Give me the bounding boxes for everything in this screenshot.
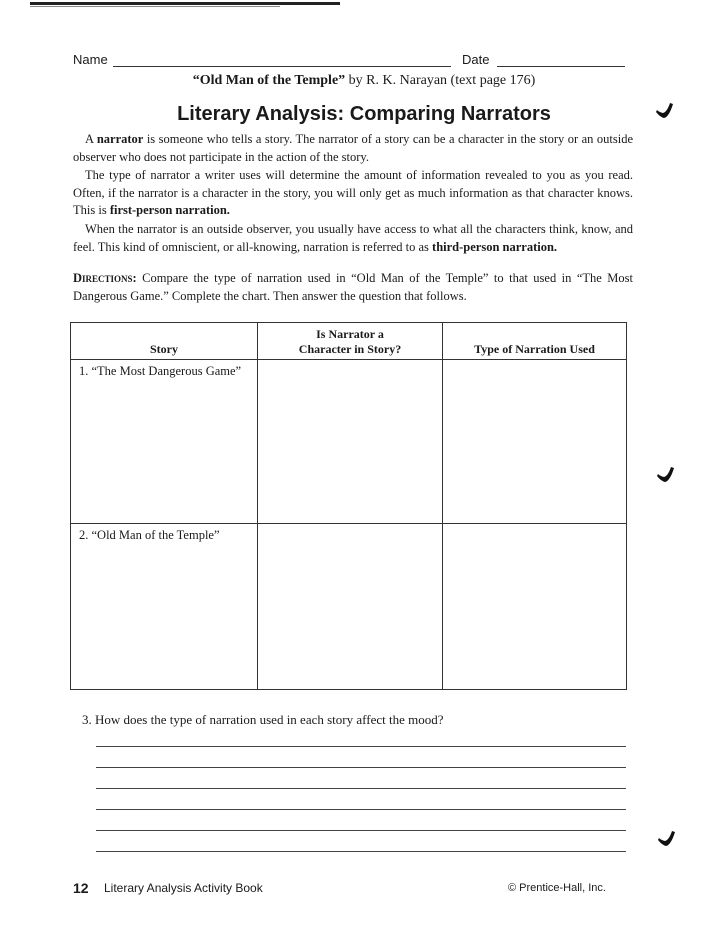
date-field[interactable]: [497, 66, 625, 67]
top-border-line: [30, 6, 280, 7]
story-subtitle: [0, 73, 728, 89]
table-row: [71, 360, 627, 524]
term-third-person: third-person narration.: [432, 239, 558, 254]
copyright: © Prentice-Hall, Inc.: [508, 882, 606, 894]
col-header-narration-type: Type of Narration Used: [443, 323, 627, 360]
check-mark-icon: [656, 828, 678, 848]
answer-line[interactable]: [96, 788, 626, 789]
directions-text: Directions: Compare the type of narration used in “Old Man of the Temple” to that used in “The Most Dangerous Game.” Complete the chart. Then answer the question that follows.: [73, 271, 633, 303]
answer-cell-type-2[interactable]: [443, 524, 627, 690]
answer-line[interactable]: [96, 851, 626, 852]
book-title: Literary Analysis Activity Book: [104, 881, 263, 895]
answer-line[interactable]: [96, 830, 626, 831]
table-row: [71, 524, 627, 690]
chart-header-row: [71, 323, 627, 360]
intro-paragraph-2: The type of narrator a writer uses will determine the amount of information revealed to you as you read. Often, if the narrator is a character in the story, you will only get as much information as that character knows. This is first-person narration.: [73, 168, 633, 218]
name-field[interactable]: [113, 66, 451, 67]
directions-label: Directions:: [73, 271, 137, 285]
question-3: 3. How does the type of narration used in each story affect the mood?: [82, 712, 444, 727]
page-title: Literary Analysis: Comparing Narrators: [177, 103, 551, 125]
answer-cell-type-1[interactable]: [443, 360, 627, 524]
col-header-narrator-character: Is Narrator a Character in Story?: [258, 323, 443, 360]
row-label: 1. “The Most Dangerous Game”: [79, 364, 242, 378]
answer-line[interactable]: [96, 809, 626, 810]
date-label: Date: [462, 52, 490, 67]
name-label: Name: [73, 52, 108, 67]
row-label-cell: [71, 524, 258, 690]
top-border-bar: [30, 2, 340, 5]
intro-paragraph-1: A narrator is someone who tells a story. The narrator of a story can be a character in the story or an outside observer who does not participate in the action of the story.: [73, 132, 633, 164]
comparison-chart: [70, 322, 627, 690]
answer-line[interactable]: [96, 767, 626, 768]
story-title: “Old Man of the Temple”: [192, 73, 346, 88]
intro-paragraph-3: When the narrator is an outside observer, you usually have access to what all the characters think, know, and feel. This kind of omniscient, or all-knowing, narration is referred to as third-person narration.: [73, 222, 633, 254]
term-narrator: narrator: [96, 132, 144, 146]
row-label-cell: [71, 360, 258, 524]
page-number: 12: [73, 880, 89, 896]
answer-cell-narrator-1[interactable]: [258, 360, 443, 524]
col-header-story: Story: [71, 323, 258, 360]
answer-cell-narrator-2[interactable]: [258, 524, 443, 690]
answer-line[interactable]: [96, 746, 626, 747]
term-first-person: first-person narration.: [109, 203, 230, 218]
check-mark-icon: [655, 464, 677, 484]
row-label: 2. “Old Man of the Temple”: [79, 528, 220, 542]
story-author-page: by R. K. Narayan (text page 176): [345, 73, 536, 88]
check-mark-icon: [654, 100, 676, 120]
